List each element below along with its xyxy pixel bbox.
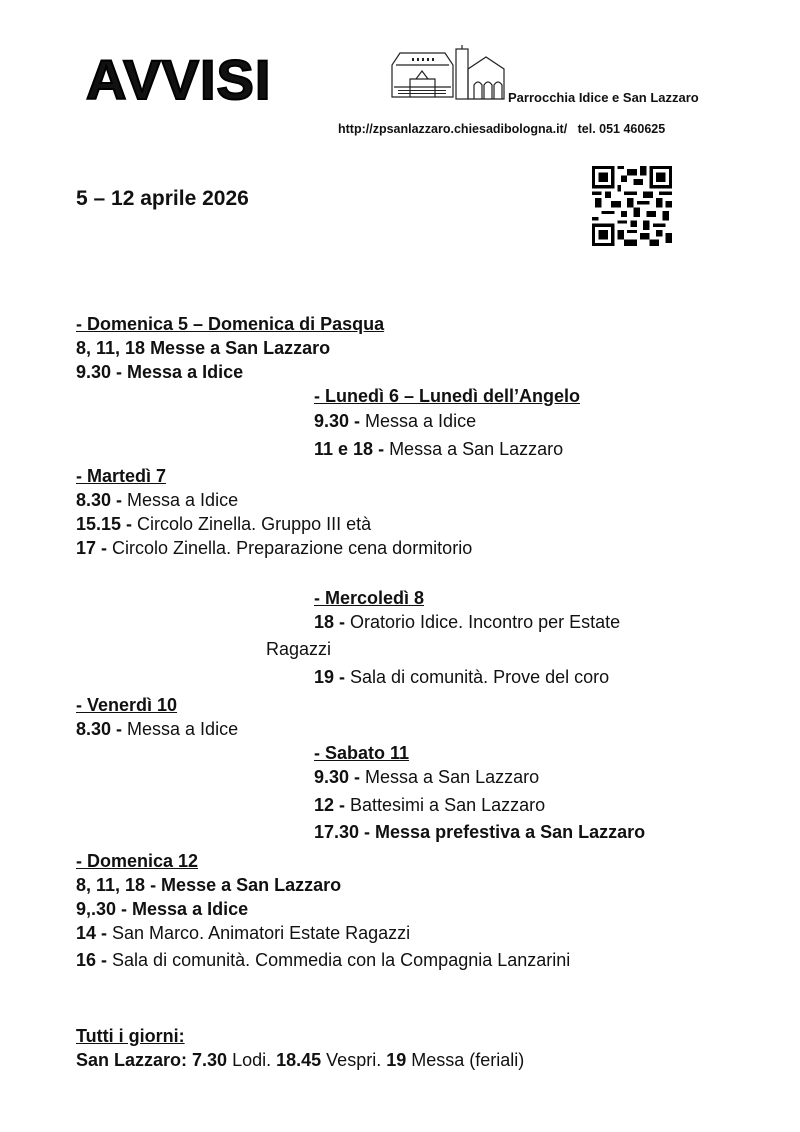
event-time: 11 e 18 -: [314, 439, 385, 459]
phone-number: tel. 051 460625: [577, 122, 666, 136]
event-time: 18 -: [314, 612, 346, 632]
contact-info: [338, 122, 665, 136]
event-line: [314, 794, 545, 816]
event-text: Messa a Idice: [122, 719, 239, 739]
daily-heading: Tutti i giorni:: [76, 1026, 185, 1046]
day-heading-sabato-11: - Sabato 11: [314, 743, 410, 763]
event-line: [314, 410, 476, 432]
event-time: 19 -: [314, 667, 346, 687]
church-buildings-logo: [390, 45, 508, 103]
day-heading-domenica-5: - Domenica 5 – Domenica di Pasqua: [76, 314, 385, 334]
daily-time: 18.45: [271, 1050, 322, 1070]
event-text: Battesimi a San Lazzaro: [345, 795, 546, 815]
website-link[interactable]: http://zpsanlazzaro.chiesadibologna.it/: [338, 122, 568, 136]
event-time: 16 -: [76, 950, 108, 970]
event-line: [76, 537, 472, 559]
event-time: 8.30 -: [76, 719, 123, 739]
day-heading-venerdi-10: - Venerdì 10: [76, 695, 178, 715]
daily-service: Lodi.: [227, 1050, 272, 1070]
daily-service: Messa (feriali): [406, 1050, 525, 1070]
event-line: [314, 438, 563, 460]
day-heading-mercoledi-8: - Mercoledì 8: [314, 588, 425, 608]
event-time: 15.15 -: [76, 514, 133, 534]
event-text: Messa a Idice: [122, 490, 239, 510]
event-line: [76, 922, 410, 944]
event-line: [314, 766, 539, 788]
daily-schedule: [76, 1049, 524, 1071]
event-text: Messa a San Lazzaro: [384, 439, 564, 459]
event-line: 8, 11, 18 Messe a San Lazzaro: [76, 338, 331, 358]
event-text: Circolo Zinella. Gruppo III età: [132, 514, 372, 534]
day-heading-domenica-12: - Domenica 12: [76, 851, 199, 871]
daily-service: Vespri.: [321, 1050, 382, 1070]
event-line: 17.30 - Messa prefestiva a San Lazzaro: [314, 822, 646, 842]
event-text: Messa a Idice: [360, 411, 477, 431]
event-text: Sala di comunità. Commedia con la Compagnia Lanzarini: [107, 950, 571, 970]
event-line-continuation: Ragazzi: [266, 639, 332, 659]
event-time: 14 -: [76, 923, 108, 943]
event-time: 8.30 -: [76, 490, 123, 510]
daily-place: San Lazzaro:: [76, 1050, 188, 1070]
event-line: [314, 666, 609, 688]
daily-time: 7.30: [187, 1050, 228, 1070]
event-time: 17 -: [76, 538, 108, 558]
event-text: Oratorio Idice. Incontro per Estate: [345, 612, 621, 632]
event-line: [314, 611, 620, 633]
day-heading-lunedi-6: - Lunedì 6 – Lunedì dell’Angelo: [314, 386, 581, 406]
page-title: AVVISI: [86, 48, 272, 111]
date-range: 5 – 12 aprile 2026: [76, 187, 249, 210]
event-line: 8, 11, 18 - Messe a San Lazzaro: [76, 875, 342, 895]
event-line: 9,.30 - Messa a Idice: [76, 899, 249, 919]
event-line: 9.30 - Messa a Idice: [76, 362, 244, 382]
parish-name: Parrocchia Idice e San Lazzaro: [508, 90, 699, 105]
event-time: 9.30 -: [314, 767, 361, 787]
event-text: Circolo Zinella. Preparazione cena dormitorio: [107, 538, 473, 558]
event-text: Messa a San Lazzaro: [360, 767, 540, 787]
event-text: San Marco. Animatori Estate Ragazzi: [107, 923, 411, 943]
event-time: 9.30 -: [314, 411, 361, 431]
event-line: [76, 489, 238, 511]
day-heading-martedi-7: - Martedì 7: [76, 466, 167, 486]
event-text: Sala di comunità. Prove del coro: [345, 667, 610, 687]
daily-time: 19: [381, 1050, 407, 1070]
event-line: [76, 949, 570, 971]
event-line: [76, 718, 238, 740]
event-time: 12 -: [314, 795, 346, 815]
qr-code[interactable]: [592, 166, 672, 246]
event-line: [76, 513, 371, 535]
